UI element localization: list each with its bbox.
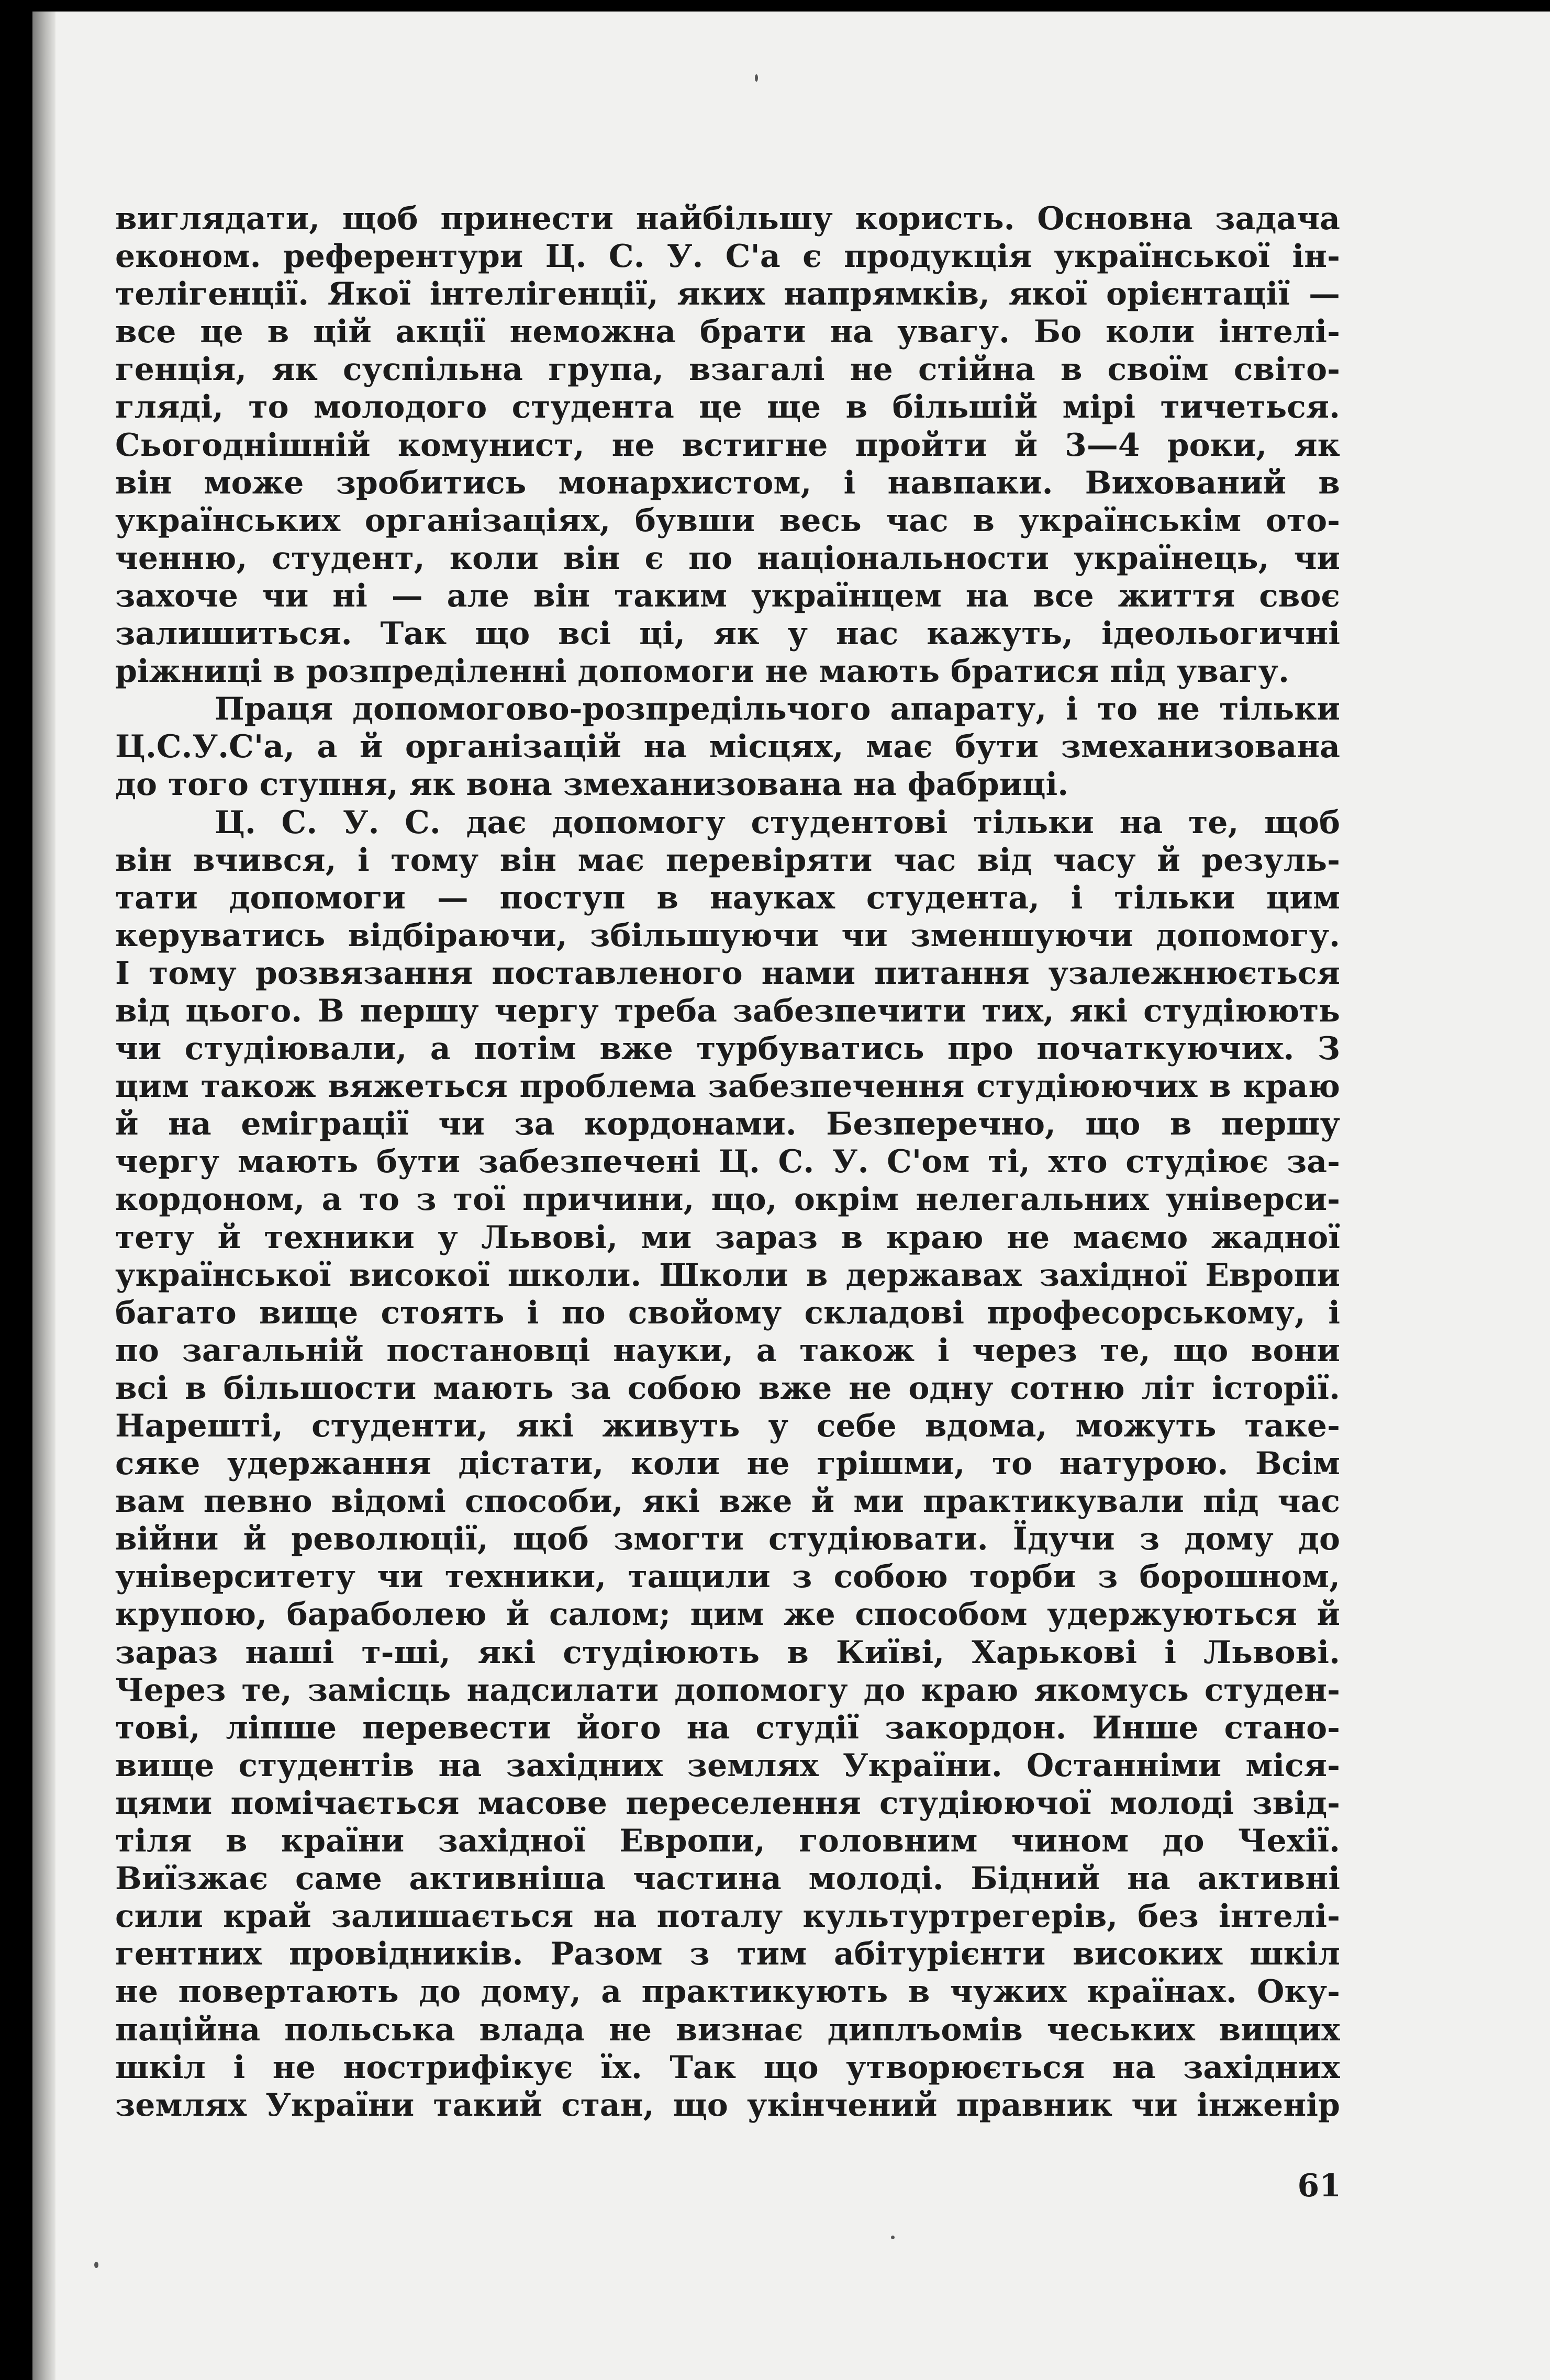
text-line: залишиться. Так що всі ці, як у нас кажуть, ідеольогичні	[115, 615, 1340, 653]
text-line: Ц.С.У.С'а, а й організацій на місцях, має бути змеханизована	[115, 728, 1340, 766]
text-line: він може зробитись монархистом, і навпаки. Вихований в	[115, 464, 1340, 501]
text-line: Нарешті, студенти, які живуть у себе вдома, можуть таке-	[115, 1408, 1340, 1444]
text-line: війни й революції, щоб змогти студіювати. Їдучи з дому до	[115, 1521, 1340, 1558]
text-line: гляді, то молодого студента це ще в більшій мірі тичеться.	[115, 389, 1340, 426]
text-line: Ц. С. У. С. дає допомогу студентові тільки на те, щоб	[215, 804, 1340, 841]
text-line: Виїзжає саме активніша частина молоді. Бідний на активні	[115, 1860, 1340, 1898]
text-line: гентних провідників. Разом з тим абітурієнти високих шкіл	[115, 1936, 1340, 1973]
text-line: землях України такий стан, що укінчений правник чи інженір	[115, 2086, 1340, 2124]
text-line: ченню, студент, коли він є по національности українець, чи	[115, 540, 1340, 577]
text-line: багато вище стоять і по свойому складові професорському, і	[115, 1294, 1340, 1331]
text-line: керуватись відбіраючи, збільшуючи чи зменшуючи допомогу.	[115, 917, 1340, 954]
text-line: паційна польська влада не визнає диплъомів чеських вищих	[115, 2011, 1340, 2048]
text-line: тіля в країни західної Европи, головним чином до Чехії.	[115, 1823, 1340, 1860]
text-line: вище студентів на західних землях України. Останніми міся-	[115, 1747, 1340, 1784]
book-binding-edge	[32, 12, 55, 2380]
text-line: генція, як суспільна група, взагалі не стійна в своїм світо-	[115, 351, 1340, 388]
text-line: цим також вяжеться проблема забезпечення студіюючих в краю	[115, 1068, 1340, 1105]
text-line: й на еміграції чи за кордонами. Безперечно, що в першу	[115, 1106, 1340, 1143]
body-text	[115, 200, 1340, 2124]
text-line: цями помічається масове переселення студіюючої молоді звід-	[115, 1784, 1340, 1822]
text-line: української високої школи. Школи в державах західної Европи	[115, 1256, 1340, 1294]
text-line: чергу мають бути забезпечені Ц. С. У. С'ом ті, хто студіює за-	[115, 1143, 1340, 1181]
text-line: сяке удержання дістати, коли не грішми, то натурою. Всім	[115, 1445, 1340, 1483]
text-line: зараз наші т-ші, які студіюють в Київі, Харькові і Львові.	[115, 1634, 1340, 1671]
text-line: вам певно відомі способи, які вже й ми практикували під час	[115, 1483, 1340, 1520]
text-line: від цього. В першу чергу треба забезпечити тих, які студіюють	[115, 992, 1340, 1029]
text-line: по загальній постановці науки, а також і через те, що вони	[115, 1332, 1340, 1369]
text-line: економ. референтури Ц. С. У. С'а є продукція української ін-	[115, 238, 1340, 275]
text-line: телігенції. Якої інтелігенції, яких напрямків, якої орієнтації —	[115, 276, 1340, 313]
text-line: все це в цій акції неможна брати на увагу. Бо коли інтелі-	[115, 313, 1340, 351]
text-line: українських організаціях, бувши весь час в українськім ото-	[115, 502, 1340, 539]
text-line: не повертають до дому, а практикують в чужих країнах. Оку-	[115, 1973, 1340, 2011]
text-line: ріжниці в розпреділенні допомоги не мають братися під увагу.	[115, 653, 1289, 690]
text-line: всі в більшости мають за собою вже не одну сотню літ історії.	[115, 1369, 1340, 1407]
text-line: шкіл і не нострифікує їх. Так що утворюється на західних	[115, 2049, 1340, 2086]
text-line: тати допомоги — поступ в науках студента, і тільки цим	[115, 879, 1340, 916]
text-line: кордоном, а то з тої причини, що, окрім нелегальних універси-	[115, 1181, 1340, 1218]
text-line: сили край залишається на поталу культуртрегерів, без інтелі-	[115, 1898, 1340, 1935]
text-line: крупою, бараболею й салом; цим же способом удержуються й	[115, 1596, 1340, 1633]
book-page	[32, 12, 1550, 2380]
print-speck	[891, 2236, 895, 2239]
text-line: Через те, замісць надсилати допомогу до краю якомусь студен-	[115, 1671, 1340, 1709]
print-speck	[94, 2262, 98, 2268]
text-line: тету й техники у Львові, ми зараз в краю не маємо жадної	[115, 1219, 1340, 1256]
text-line: чи студіювали, а потім вже турбуватись про початкуючих. З	[115, 1030, 1340, 1068]
text-line: він вчився, і тому він має перевіряти час від часу й резуль-	[115, 841, 1340, 879]
text-line: виглядати, щоб принести найбільшу користь. Основна задача	[115, 200, 1340, 237]
text-line: тові, ліпше перевести його на студії закордон. Инше стано-	[115, 1709, 1340, 1746]
text-line: І тому розвязання поставленого нами питання узалежнюється	[115, 955, 1340, 992]
page-number: 61	[1297, 2168, 1341, 2204]
text-line: захоче чи ні — але він таким українцем на все життя своє	[115, 577, 1340, 614]
print-speck	[755, 74, 758, 82]
text-line: до того ступня, як вона змеханизована на фабриці.	[115, 766, 1069, 803]
text-line: університету чи техники, тащили з собою торби з борошном,	[115, 1558, 1340, 1596]
text-line: Праця допомогово-розпредільчого апарату, і то не тільки	[215, 691, 1340, 728]
text-line: Сьогоднішній комунист, не встигне пройти й 3—4 роки, як	[115, 426, 1340, 464]
